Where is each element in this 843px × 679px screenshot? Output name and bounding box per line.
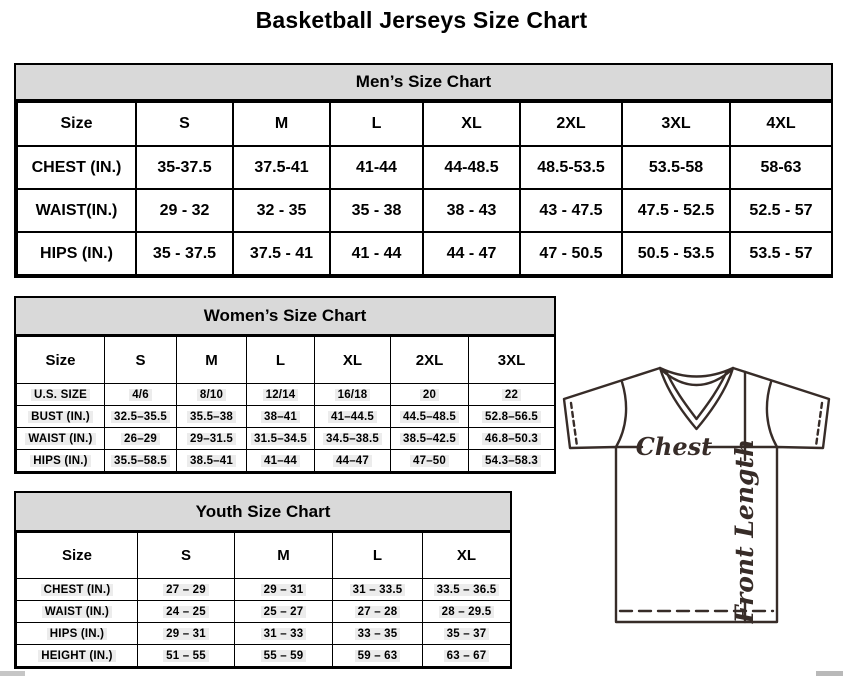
- column-header-cell: 2XL: [520, 102, 622, 146]
- cell-text: 8/10: [197, 389, 226, 401]
- table-row: [17, 601, 511, 623]
- value-cell: 35 - 37.5: [136, 232, 233, 275]
- youth-chart-title: Youth Size Chart: [16, 493, 510, 532]
- value-cell: [423, 601, 511, 623]
- cell-text: 46.8–50.3: [482, 433, 541, 445]
- cell-text: 33 – 35: [355, 628, 401, 640]
- chest-label: Chest: [635, 432, 713, 461]
- column-header-cell: Size: [17, 337, 105, 384]
- value-cell: [177, 450, 247, 472]
- value-cell: [177, 428, 247, 450]
- value-cell: [315, 384, 391, 406]
- womens-table-container: [16, 336, 554, 472]
- value-cell: 41 - 44: [330, 232, 423, 275]
- womens-size-chart: [14, 296, 556, 474]
- value-cell: 43 - 47.5: [520, 189, 622, 232]
- value-cell: [247, 428, 315, 450]
- cell-text: 27 – 28: [355, 606, 401, 618]
- youth-table: [16, 532, 511, 667]
- column-header-cell: Size: [17, 102, 136, 146]
- cell-text: 12/14: [263, 389, 299, 401]
- value-cell: [235, 601, 333, 623]
- front-length-label: Front Length: [730, 438, 759, 624]
- cell-text: 34.5–38.5: [323, 433, 382, 445]
- row-label-cell: [17, 623, 138, 645]
- cell-text: HEIGHT (IN.): [38, 650, 115, 662]
- value-cell: [469, 384, 555, 406]
- cell-text: 54.3–58.3: [482, 455, 541, 467]
- value-cell: [105, 384, 177, 406]
- value-cell: [235, 645, 333, 667]
- value-cell: 47.5 - 52.5: [622, 189, 730, 232]
- cell-text: 31 – 33: [261, 628, 307, 640]
- cell-text: 51 – 55: [163, 650, 209, 662]
- table-row: [17, 428, 555, 450]
- row-label-cell: CHEST (IN.): [17, 146, 136, 189]
- value-cell: 29 - 32: [136, 189, 233, 232]
- row-label-cell: [17, 428, 105, 450]
- cell-text: 28 – 29.5: [439, 606, 495, 618]
- cell-text: 20: [420, 389, 439, 401]
- value-cell: 35 - 38: [330, 189, 423, 232]
- value-cell: [247, 384, 315, 406]
- value-cell: 47 - 50.5: [520, 232, 622, 275]
- value-cell: 44 - 47: [423, 232, 520, 275]
- table-row: [17, 623, 511, 645]
- value-cell: [391, 384, 469, 406]
- row-label-cell: [17, 450, 105, 472]
- value-cell: [315, 428, 391, 450]
- column-header-cell: XL: [315, 337, 391, 384]
- value-cell: 53.5-58: [622, 146, 730, 189]
- cell-text: 33.5 – 36.5: [434, 584, 500, 596]
- row-label-cell: HIPS (IN.): [17, 232, 136, 275]
- cell-text: 35 – 37: [444, 628, 490, 640]
- cell-text: 22: [502, 389, 521, 401]
- column-header-cell: S: [105, 337, 177, 384]
- youth-table-container: [16, 532, 510, 667]
- cell-text: 29 – 31: [261, 584, 307, 596]
- value-cell: [315, 406, 391, 428]
- table-row: [17, 189, 832, 232]
- table-row: [17, 232, 832, 275]
- column-header-cell: L: [330, 102, 423, 146]
- cell-text: 32.5–35.5: [111, 411, 170, 423]
- jersey-diagram-drawing: [550, 355, 840, 675]
- cell-text: 41–44.5: [328, 411, 377, 423]
- cell-text: 55 – 59: [261, 650, 307, 662]
- cell-text: 41–44: [261, 455, 300, 467]
- column-header-cell: Size: [17, 533, 138, 579]
- mens-chart-title: Men’s Size Chart: [16, 65, 831, 101]
- mens-size-chart: [14, 63, 833, 278]
- value-cell: [247, 406, 315, 428]
- row-label-cell: [17, 384, 105, 406]
- size-header-row: [17, 533, 511, 579]
- cell-text: 26–29: [121, 433, 160, 445]
- value-cell: 35-37.5: [136, 146, 233, 189]
- value-cell: 32 - 35: [233, 189, 330, 232]
- youth-size-chart: [14, 491, 512, 669]
- value-cell: 37.5-41: [233, 146, 330, 189]
- page-title: Basketball Jerseys Size Chart: [255, 7, 588, 33]
- value-cell: [333, 623, 423, 645]
- womens-chart-title: Women’s Size Chart: [16, 298, 554, 336]
- value-cell: [105, 406, 177, 428]
- value-cell: [177, 406, 247, 428]
- column-header-cell: 3XL: [622, 102, 730, 146]
- cell-text: 35.5–58.5: [111, 455, 170, 467]
- cell-text: BUST (IN.): [28, 411, 93, 423]
- value-cell: [469, 406, 555, 428]
- value-cell: [333, 645, 423, 667]
- table-row: [17, 146, 832, 189]
- column-header-cell: 3XL: [469, 337, 555, 384]
- cell-text: 24 – 25: [163, 606, 209, 618]
- column-header-cell: XL: [423, 533, 511, 579]
- value-cell: 37.5 - 41: [233, 232, 330, 275]
- cell-text: 44–47: [333, 455, 372, 467]
- value-cell: [177, 384, 247, 406]
- table-row: [17, 406, 555, 428]
- column-header-cell: S: [136, 102, 233, 146]
- column-header-cell: L: [333, 533, 423, 579]
- value-cell: 38 - 43: [423, 189, 520, 232]
- row-label-cell: WAIST(IN.): [17, 189, 136, 232]
- column-header-cell: XL: [423, 102, 520, 146]
- table-row: [17, 450, 555, 472]
- cell-text: 44.5–48.5: [400, 411, 459, 423]
- cell-text: 31.5–34.5: [251, 433, 310, 445]
- value-cell: [391, 428, 469, 450]
- cell-text: 31 – 33.5: [350, 584, 406, 596]
- mens-table-container: [16, 101, 831, 276]
- value-cell: 48.5-53.5: [520, 146, 622, 189]
- value-cell: [315, 450, 391, 472]
- cell-text: 59 – 63: [355, 650, 401, 662]
- value-cell: [333, 601, 423, 623]
- cell-text: 38.5–41: [187, 455, 236, 467]
- jersey-outline: [564, 368, 829, 622]
- column-header-cell: S: [138, 533, 235, 579]
- table-row: [17, 645, 511, 667]
- column-header-cell: M: [177, 337, 247, 384]
- cell-text: 29 – 31: [163, 628, 209, 640]
- cell-text: 38–41: [261, 411, 300, 423]
- value-cell: [105, 450, 177, 472]
- cell-text: 52.8–56.5: [482, 411, 541, 423]
- table-row: [17, 384, 555, 406]
- cell-text: 25 – 27: [261, 606, 307, 618]
- horizontal-scrollbar-fragment-right[interactable]: [816, 671, 843, 676]
- column-header-cell: 2XL: [391, 337, 469, 384]
- value-cell: [333, 579, 423, 601]
- cell-text: 16/18: [335, 389, 371, 401]
- column-header-cell: L: [247, 337, 315, 384]
- row-label-cell: [17, 579, 138, 601]
- table-row: [17, 579, 511, 601]
- row-label-cell: [17, 645, 138, 667]
- cell-text: WAIST (IN.): [25, 433, 95, 445]
- value-cell: 53.5 - 57: [730, 232, 832, 275]
- value-cell: [469, 428, 555, 450]
- womens-table: [16, 336, 555, 472]
- cell-text: 4/6: [129, 389, 152, 401]
- cell-text: 47–50: [410, 455, 449, 467]
- collar-arc-outer: [660, 368, 733, 377]
- column-header-cell: 4XL: [730, 102, 832, 146]
- cell-text: 63 – 67: [444, 650, 490, 662]
- value-cell: 41-44: [330, 146, 423, 189]
- cell-text: 38.5–42.5: [400, 433, 459, 445]
- value-cell: [235, 579, 333, 601]
- value-cell: [138, 601, 235, 623]
- value-cell: [105, 428, 177, 450]
- column-header-cell: M: [233, 102, 330, 146]
- value-cell: [247, 450, 315, 472]
- cell-text: 29–31.5: [187, 433, 236, 445]
- column-header-cell: M: [235, 533, 333, 579]
- size-header-row: [17, 102, 832, 146]
- cell-text: 35.5–38: [187, 411, 236, 423]
- cell-text: 27 – 29: [163, 584, 209, 596]
- value-cell: [423, 579, 511, 601]
- value-cell: 52.5 - 57: [730, 189, 832, 232]
- value-cell: [138, 623, 235, 645]
- value-cell: [423, 645, 511, 667]
- mens-table: [16, 101, 833, 276]
- value-cell: [138, 645, 235, 667]
- horizontal-scrollbar-fragment-left[interactable]: [0, 671, 25, 676]
- cell-text: HIPS (IN.): [30, 455, 90, 467]
- cell-text: CHEST (IN.): [41, 584, 114, 596]
- value-cell: [391, 406, 469, 428]
- cell-text: U.S. SIZE: [31, 389, 90, 401]
- value-cell: [235, 623, 333, 645]
- value-cell: 50.5 - 53.5: [622, 232, 730, 275]
- value-cell: [138, 579, 235, 601]
- value-cell: 58-63: [730, 146, 832, 189]
- value-cell: [469, 450, 555, 472]
- value-cell: [391, 450, 469, 472]
- value-cell: 44-48.5: [423, 146, 520, 189]
- cell-text: HIPS (IN.): [47, 628, 107, 640]
- jersey-measurement-diagram: [550, 355, 840, 675]
- size-header-row: [17, 337, 555, 384]
- row-label-cell: [17, 601, 138, 623]
- value-cell: [423, 623, 511, 645]
- row-label-cell: [17, 406, 105, 428]
- cell-text: WAIST (IN.): [42, 606, 112, 618]
